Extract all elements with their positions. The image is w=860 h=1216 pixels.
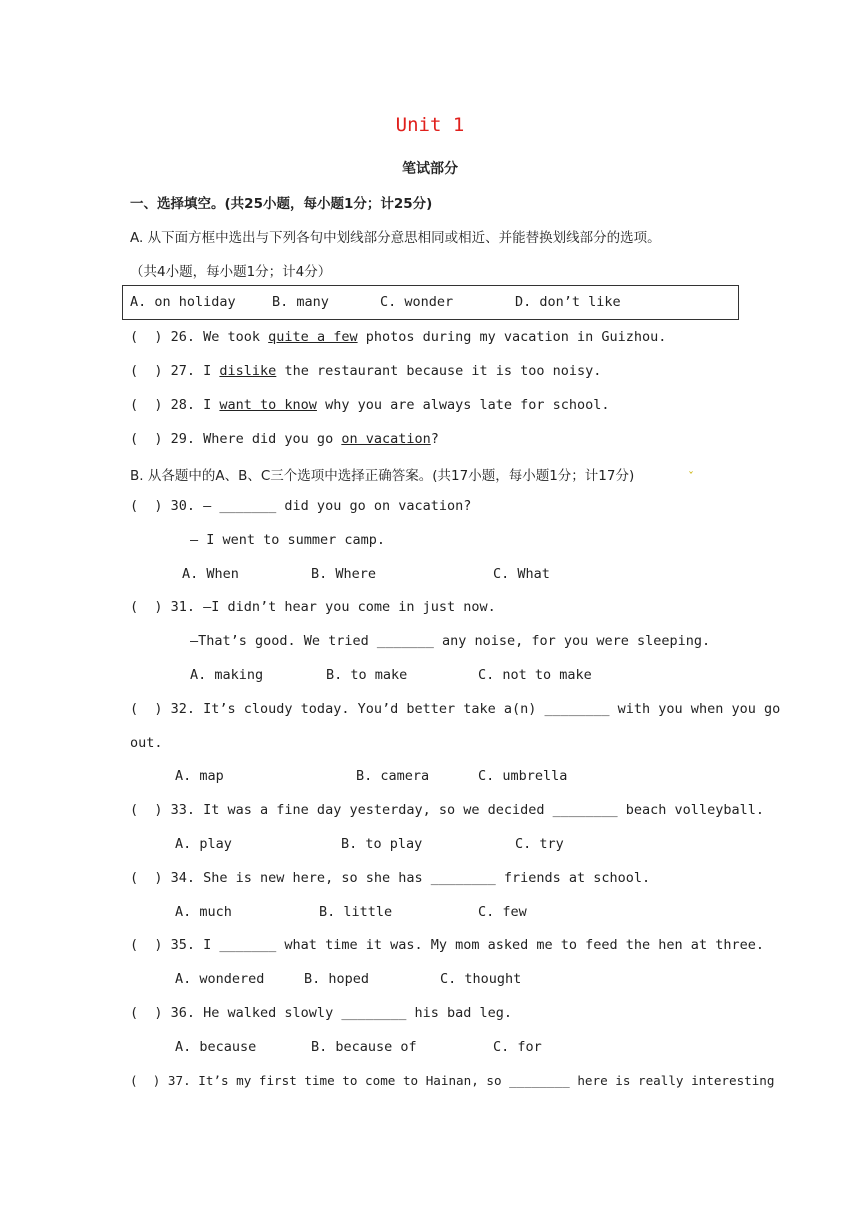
q31-option-a: A. making: [190, 667, 264, 683]
page-title: Unit 1: [395, 114, 465, 136]
question-31-line-2: —That’s good. We tried _______ any noise, for you were sleeping.: [190, 633, 711, 649]
q35-option-b: B. hoped: [304, 971, 370, 987]
q35-option-c: C. thought: [440, 971, 522, 987]
part-a-instruction-2: （共4小题，每小题1分；计4分）: [130, 264, 332, 280]
q33-option-a: A. play: [175, 836, 232, 852]
q31-option-b: B. to make: [326, 667, 408, 683]
q32-option-c: C. umbrella: [478, 768, 568, 784]
q34-option-a: A. much: [175, 904, 232, 920]
page-subtitle: 笔试部分: [402, 161, 458, 177]
question-36: ( ) 36. He walked slowly ________ his bad leg.: [130, 1005, 513, 1021]
part-b-instruction: B. 从各题中的A、B、C三个选项中选择正确答案。(共17小题，每小题1分；计17分): [130, 468, 635, 484]
box-option-b: B. many: [272, 294, 329, 310]
q32-option-a: A. map: [175, 768, 224, 784]
question-31: ( ) 31. —I didn’t hear you come in just now.: [130, 599, 496, 615]
question-32-line-2: out.: [130, 735, 163, 751]
question-28: ( ) 28. I want to know why you are always late for school.: [130, 397, 610, 413]
q30-option-a: A. When: [182, 566, 239, 582]
q30-option-c: C. What: [493, 566, 550, 582]
question-30: ( ) 30. — _______ did you go on vacation?: [130, 498, 472, 514]
question-34: ( ) 34. She is new here, so she has ________ friends at school.: [130, 870, 651, 886]
q30-option-b: B. Where: [311, 566, 377, 582]
section-heading: 一、选择填空。(共25小题，每小题1分；计25分): [130, 196, 433, 212]
question-27: ( ) 27. I dislike the restaurant because it is too noisy.: [130, 363, 602, 379]
q34-option-b: B. little: [319, 904, 393, 920]
box-option-c: C. wonder: [380, 294, 454, 310]
q35-option-a: A. wondered: [175, 971, 265, 987]
cursor-mark: ˇ: [688, 470, 694, 484]
q36-option-c: C. for: [493, 1039, 542, 1055]
q31-option-c: C. not to make: [478, 667, 592, 683]
q34-option-c: C. few: [478, 904, 527, 920]
question-26: ( ) 26. We took quite a few photos during my vacation in Guizhou.: [130, 329, 667, 345]
q33-option-b: B. to play: [341, 836, 423, 852]
box-option-a: A. on holiday: [130, 294, 236, 310]
q36-option-b: B. because of: [311, 1039, 417, 1055]
part-a-instruction: A. 从下面方框中选出与下列各句中划线部分意思相同或相近、并能替换划线部分的选项。: [130, 230, 661, 246]
q32-option-b: B. camera: [356, 768, 430, 784]
question-35: ( ) 35. I _______ what time it was. My mom asked me to feed the hen at three.: [130, 937, 764, 953]
box-option-d: D. don’t like: [515, 294, 621, 310]
question-33: ( ) 33. It was a fine day yesterday, so we decided ________ beach volleyball.: [130, 802, 764, 818]
question-30-answer: — I went to summer camp.: [190, 532, 386, 548]
question-32: ( ) 32. It’s cloudy today. You’d better take a(n) ________ with you when you go: [130, 701, 781, 717]
question-29: ( ) 29. Where did you go on vacation?: [130, 431, 439, 447]
q33-option-c: C. try: [515, 836, 564, 852]
question-37: ( ) 37. It’s my first time to come to Hainan, so ________ here is really interesting: [130, 1073, 775, 1088]
q36-option-a: A. because: [175, 1039, 257, 1055]
